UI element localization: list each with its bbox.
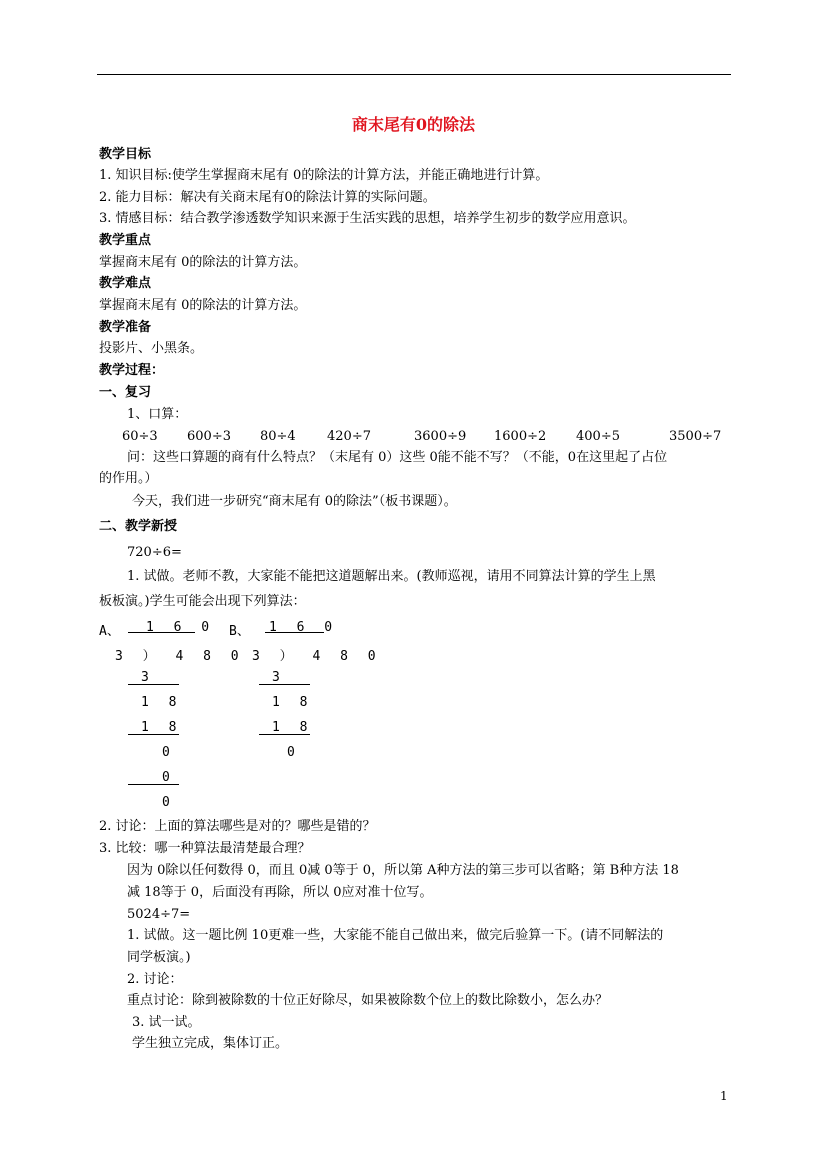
reason-line-2: 减 18等于 0，后面没有再除，所以 0应对准十位写。 — [127, 885, 433, 900]
method-a-step: 0 — [162, 795, 176, 810]
header-rule — [97, 74, 731, 75]
method-a-label: A、 — [99, 624, 120, 639]
focus-discussion: 重点讨论：除到被除数的十位正好除尽，如果被除数个位上的数比除数小，怎么办？ — [127, 993, 609, 1008]
method-b-label: B、 — [229, 624, 250, 639]
difficulty: 掌握商末尾有 0的除法的计算方法。 — [99, 298, 307, 313]
page-title: 商末尾有0的除法 — [351, 115, 476, 134]
oral-calc-label: 1、口算： — [127, 407, 188, 422]
oral-item: 600÷3 — [187, 429, 231, 444]
goal-1: 1. 知识目标:使学生掌握商末尾有 0的除法的计算方法，并能正确地进行计算。 — [99, 168, 549, 183]
method-a-step: 0 — [162, 745, 176, 760]
section-difficulty-heading: 教学难点 — [99, 276, 152, 291]
oral-item: 80÷4 — [260, 429, 296, 444]
preparation: 投影片、小黑条。 — [99, 341, 204, 356]
try-3: 3. 试一试。 — [132, 1015, 201, 1030]
oral-item: 60÷3 — [122, 429, 158, 444]
method-a-step: 3 — [141, 670, 155, 685]
method-b-step: 3 — [272, 670, 286, 685]
method-a-step: 1 8 — [141, 695, 183, 710]
question-line-2: 的作用。） — [99, 471, 158, 486]
key-point: 掌握商末尾有 0的除法的计算方法。 — [99, 255, 307, 270]
section-prep-heading: 教学准备 — [99, 320, 152, 335]
reason-line-1: 因为 0除以任何数得 0，而且 0减 0等于 0，所以第 A种方法的第三步可以省略；第 B种方法 18 — [127, 863, 679, 878]
section-review-heading: 一、复习 — [99, 385, 152, 400]
section-process-heading: 教学过程： — [99, 363, 165, 378]
subtraction-line — [259, 734, 310, 735]
method-b-step: 0 — [287, 745, 301, 760]
example-2: 5024÷7= — [127, 907, 191, 922]
independent-work: 学生独立完成，集体订正。 — [132, 1036, 289, 1051]
subtraction-line — [128, 784, 179, 785]
method-a-step: 0 — [162, 770, 176, 785]
method-b-dividend: 3 ） 4 8 0 — [252, 649, 382, 664]
try-1-line-2: 板板演。)学生可能会出现下列算法： — [99, 594, 306, 609]
section-new-heading: 二、教学新授 — [99, 519, 178, 534]
method-b-step: 1 8 — [272, 695, 314, 710]
method-b-step: 1 8 — [272, 720, 314, 735]
subtraction-line — [259, 684, 310, 685]
comparison: 3. 比较：哪一种算法最清楚最合理？ — [99, 841, 311, 856]
oral-item: 420÷7 — [327, 429, 371, 444]
question-line-1: 问：这些口算题的商有什么特点？（末尾有 0）这些 0能不能不写？（不能，0在这里起了占位 — [127, 450, 668, 465]
method-a-dividend: 3 ） 4 8 0 — [115, 649, 245, 664]
try-1-line-1: 1. 试做。老师不教，大家能不能把这道题解出来。(教师巡视，请用不同算法计算的学生上黑 — [127, 569, 656, 584]
subtraction-line — [128, 684, 179, 685]
example-1: 720÷6= — [127, 545, 182, 560]
oral-item: 3500÷7 — [669, 429, 722, 444]
oral-item: 400÷5 — [576, 429, 620, 444]
discussion-1: 2. 讨论：上面的算法哪些是对的？哪些是错的？ — [99, 819, 376, 834]
subtraction-line — [128, 734, 179, 735]
method-b-quotient: 1 6 0 — [269, 620, 339, 635]
method-a-quotient: 1 6 0 — [146, 620, 216, 635]
today-intro: 今天，我们进一步研究“商末尾有 0的除法”（板书课题）。 — [132, 494, 457, 509]
page-number: 1 — [720, 1089, 728, 1103]
oral-item: 1600÷2 — [494, 429, 547, 444]
try-2-line-1: 1. 试做。这一题比例 10更难一些，大家能不能自己做出来，做完后验算一下。(请不同解法的 — [127, 928, 664, 943]
oral-item: 3600÷9 — [414, 429, 467, 444]
section-key-heading: 教学重点 — [99, 233, 152, 248]
goal-3: 3. 情感目标：结合教学渗透数学知识来源于生活实践的思想，培养学生初步的数学应用意识。 — [99, 211, 636, 226]
try-2-line-2: 同学板演。) — [127, 950, 191, 965]
discussion-2: 2. 讨论： — [127, 972, 183, 987]
goal-2: 2. 能力目标：解决有关商末尾有0的除法计算的实际问题。 — [99, 190, 436, 205]
section-goals-heading: 教学目标 — [99, 147, 152, 162]
method-a-step: 1 8 — [141, 720, 183, 735]
